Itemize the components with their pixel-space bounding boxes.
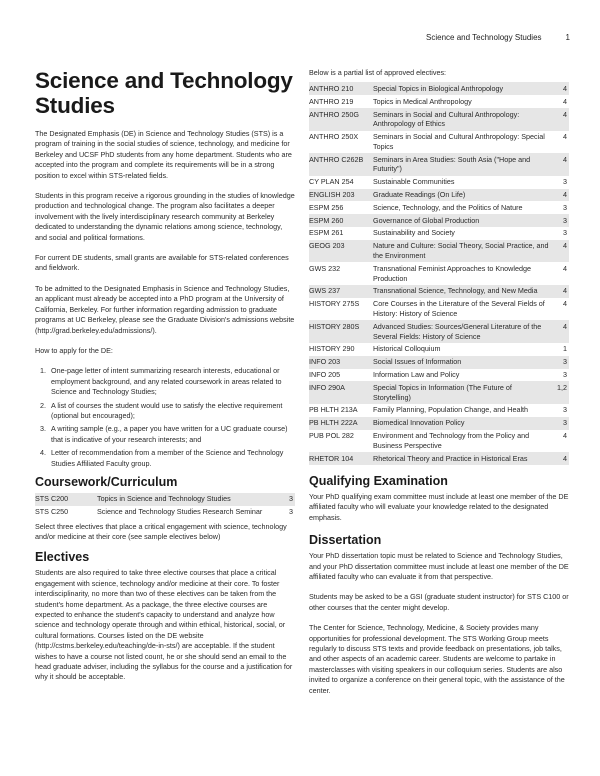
course-code: ESPM 256 xyxy=(309,202,344,212)
course-units: 3 xyxy=(563,370,567,380)
dissertation-heading: Dissertation xyxy=(309,533,382,548)
course-title: Biomedical Innovation Policy xyxy=(373,417,553,430)
course-title: Sustainability and Society xyxy=(373,228,455,238)
course-title: Seminars in Area Studies: South Asia ("Hope and Futurity") xyxy=(373,153,553,176)
electives-heading: Electives xyxy=(35,550,90,565)
course-code: STS C200 xyxy=(35,493,97,506)
course-code: ANTHRO 210 xyxy=(309,82,373,95)
apply-intro: How to apply for the DE: xyxy=(35,345,113,355)
course-units: 4 xyxy=(553,285,569,298)
running-header xyxy=(426,33,570,42)
course-code: STS C250 xyxy=(35,507,69,517)
course-units: 3 xyxy=(563,405,567,415)
course-title: Transnational Feminist Approaches to Knowledge Production xyxy=(373,263,531,283)
dissertation-paragraph: Your PhD dissertation topic must be related to Science and Technology Studies, and your PhD dissertation committee must include at least one member of the DE affiliated faculty who can evaluate it from that perspective. xyxy=(309,551,569,581)
course-title: Seminars in Social and Cultural Anthropology: Anthropology of Ethics xyxy=(373,108,553,131)
course-row xyxy=(309,189,569,202)
course-row xyxy=(309,404,569,417)
course-title: Graduate Readings (On Life) xyxy=(373,189,553,202)
course-row xyxy=(35,506,295,519)
qualifying-heading: Qualifying Examination xyxy=(309,473,448,488)
course-row xyxy=(309,153,569,176)
course-code: ESPM 261 xyxy=(309,228,344,238)
course-code: ENGLISH 203 xyxy=(309,189,373,202)
curriculum-heading: Coursework/Curriculum xyxy=(35,474,178,489)
electives-list-intro: Below is a partial list of approved electives: xyxy=(309,68,447,77)
course-units: 3 xyxy=(289,507,293,517)
course-title: Science and Technology Studies Research Seminar xyxy=(97,507,263,517)
course-title: Social Issues of Information xyxy=(373,356,553,369)
electives-table xyxy=(309,82,569,465)
intro-paragraph: To be admitted to the Designated Emphasis in Science and Technology Studies, an applicant must already be accepted into a PhD program at the University of California, Berkeley. For further information regarding admission to graduate programs at UC Berkeley, please see the Graduate Division's admissions website (http://grad.berkeley.edu/admissions/). xyxy=(35,283,295,335)
course-code: ANTHRO 250X xyxy=(309,132,359,142)
course-units: 4 xyxy=(563,96,567,106)
course-row xyxy=(35,493,295,506)
course-row xyxy=(309,131,569,154)
intro-paragraph: For current DE students, small grants are available for STS-related conferences and fieldwork. xyxy=(35,253,289,273)
course-row xyxy=(309,214,569,227)
page-title: Science and Technology Studies xyxy=(35,68,293,118)
course-title: Environment and Technology from the Policy and Business Perspective xyxy=(373,431,530,450)
intro-paragraph: The Designated Emphasis (DE) in Science and Technology Studies (STS) is a program of training in the social studies of science, technology, and medicine for Berkeley and UCSF PhD students from any home department. Students who are accepted into the program and complete its requirements will be in a strong position to excel within STS-related fields. xyxy=(35,129,292,180)
course-title: Governance of Global Production xyxy=(373,214,553,227)
course-units: 3 xyxy=(563,177,567,187)
course-units: 4 xyxy=(553,320,569,343)
electives-text: Students are also required to take three elective courses that place a critical engagement with science, technology and/or medicine at their core. To foster interdisciplinarity, no more than two of these electives can be taken from the student's home department. As a package, the three elective courses are expected to enhance the student's capacity to understand and analyze how science and technology operate through and within ethical, historical, social, or cultural formations. Courses listed on the DE website (http://cstms.berkeley.edu/teaching/de-in-sts/) are acceptable. If the student wishes to have a course not listed count, he or she should send an email to the head graduate adviser, including the syllabus for the course and a justification for why it should be acceptable. xyxy=(35,568,293,682)
course-title: Nature and Culture: Social Theory, Social Practice, and the Environment xyxy=(373,240,553,263)
dissertation-paragraph: Students may be asked to be a GSI (graduate student instructor) for STS C100 or other courses that the center might develop. xyxy=(309,592,569,612)
course-units: 3 xyxy=(553,214,569,227)
course-title: Science, Technology, and the Politics of Nature xyxy=(373,202,523,212)
course-row xyxy=(309,227,569,240)
course-row xyxy=(309,381,569,404)
course-units: 4 xyxy=(553,108,569,131)
course-title: Family Planning, Population Change, and Health xyxy=(373,405,529,415)
course-title: Topics in Medical Anthropology xyxy=(373,96,472,106)
right-column xyxy=(309,68,569,706)
course-code: HISTORY 275S xyxy=(309,299,360,309)
course-title: Advanced Studies: Sources/General Literature of the Several Fields: History of Science xyxy=(373,320,553,343)
course-code: HISTORY 280S xyxy=(309,320,373,343)
course-units: 4 xyxy=(553,240,569,263)
apply-step: 4. Letter of recommendation from a member of the Science and Technology Studies Affiliated Faculty group. xyxy=(48,448,295,469)
apply-step: 3. A writing sample (e.g., a paper you have written for a UC graduate course) that is indicative of your research interests; and xyxy=(48,424,295,445)
course-code: ESPM 260 xyxy=(309,214,373,227)
course-title: Special Topics in Information (The Future of Storytelling) xyxy=(373,381,553,404)
course-row xyxy=(309,356,569,369)
course-row xyxy=(309,108,569,131)
course-units: 3 xyxy=(553,356,569,369)
course-units: 4 xyxy=(553,452,569,465)
dissertation-paragraph: The Center for Science, Technology, Medicine, & Society provides many opportunities for professional development. The STS Working Group meets regularly to discuss STS texts and provide feedback on presentations, job talks, and other aspects of an academic career. Students are welcome to partake in masterclasses with visiting speakers in our colloquium series. Students are also invited to organize a conference on their general topic, with the assistance of the center. xyxy=(309,623,565,695)
course-units: 1,2 xyxy=(553,381,569,404)
course-code: ANTHRO 250G xyxy=(309,108,373,131)
course-code: PUB POL 282 xyxy=(309,431,354,441)
intro-paragraph: Students in this program receive a rigorous grounding in the studies of knowledge production and technological change. The program also facilitates a deeper involvement with the lively interdisciplinary research community at Berkeley dedicated to understanding the dynamic relations among science, technology, and social and political formations. xyxy=(35,191,295,242)
running-header-title: Science and Technology Studies xyxy=(426,33,542,42)
course-code: INFO 205 xyxy=(309,370,341,380)
course-code: PB HLTH 213A xyxy=(309,405,358,415)
course-units: 1 xyxy=(563,344,567,354)
course-row xyxy=(309,369,569,382)
course-row xyxy=(309,262,569,285)
course-units: 3 xyxy=(563,202,567,212)
curriculum-table xyxy=(35,493,295,519)
course-code: INFO 203 xyxy=(309,356,373,369)
course-title: Rhetorical Theory and Practice in Historical Eras xyxy=(373,452,553,465)
course-row xyxy=(309,201,569,214)
course-code: PB HLTH 222A xyxy=(309,417,373,430)
course-units: 4 xyxy=(563,263,567,273)
course-row xyxy=(309,452,569,465)
curriculum-note: Select three electives that place a critical engagement with science, technology and/or medicine at their core (see sample electives below) xyxy=(35,521,287,541)
course-title: Special Topics in Biological Anthropology xyxy=(373,82,553,95)
course-units: 4 xyxy=(563,132,567,142)
course-row xyxy=(309,417,569,430)
course-units: 3 xyxy=(553,417,569,430)
course-units: 4 xyxy=(553,82,569,95)
course-row xyxy=(309,320,569,343)
page-number: 1 xyxy=(565,33,570,42)
course-title: Information Law and Policy xyxy=(373,370,460,380)
course-units: 4 xyxy=(553,153,569,176)
left-column xyxy=(35,68,295,693)
course-code: INFO 290A xyxy=(309,381,373,404)
course-title: Topics in Science and Technology Studies xyxy=(97,493,279,506)
course-code: HISTORY 290 xyxy=(309,344,355,354)
course-units: 3 xyxy=(563,228,567,238)
course-units: 4 xyxy=(563,299,567,309)
apply-step: 2. A list of courses the student would use to satisfy the elective requirement (optional but encouraged); xyxy=(48,401,295,422)
course-units: 4 xyxy=(553,189,569,202)
course-title: Historical Colloquium xyxy=(373,344,441,354)
course-code: GWS 237 xyxy=(309,285,373,298)
qualifying-text: Your PhD qualifying exam committee must include at least one member of the DE affiliated faculty who will evaluate your knowledge related to the designated emphasis. xyxy=(309,491,569,522)
course-row xyxy=(309,82,569,95)
course-title: Sustainable Communities xyxy=(373,177,455,187)
course-code: GWS 232 xyxy=(309,263,341,273)
course-row xyxy=(309,343,569,356)
course-row xyxy=(309,240,569,263)
course-row xyxy=(309,298,569,321)
course-title: Seminars in Social and Cultural Anthropology: Special Topics xyxy=(373,132,545,151)
course-row xyxy=(309,176,569,189)
course-code: CY PLAN 254 xyxy=(309,177,354,187)
course-code: GEOG 203 xyxy=(309,240,373,263)
course-code: ANTHRO 219 xyxy=(309,96,354,106)
course-row xyxy=(309,430,569,453)
course-row xyxy=(309,95,569,108)
course-row xyxy=(309,285,569,298)
apply-steps-list xyxy=(35,366,295,469)
course-units: 4 xyxy=(563,431,567,441)
course-units: 3 xyxy=(279,493,295,506)
course-title: Transnational Science, Technology, and New Media xyxy=(373,285,553,298)
course-code: RHETOR 104 xyxy=(309,452,373,465)
course-title: Core Courses in the Literature of the Several Fields of History: History of Science xyxy=(373,299,545,319)
apply-step: 1. One-page letter of intent summarizing research interests, educational or employment background, and any related coursework in areas related to Science and Technology Studies; xyxy=(48,366,295,397)
course-code: ANTHRO C262B xyxy=(309,153,373,176)
